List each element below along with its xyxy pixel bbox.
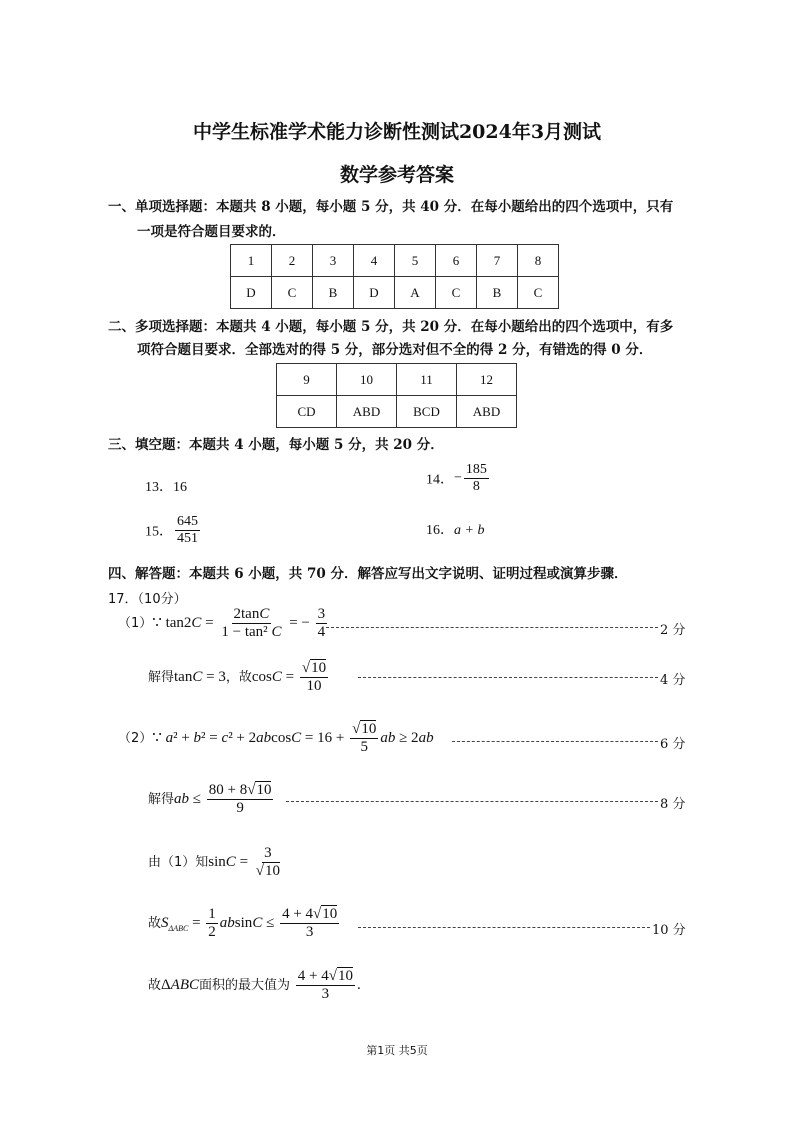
answer-cell: C: [518, 277, 559, 309]
answer-13: 13．16: [145, 480, 187, 495]
section2-heading-line1: 二、多项选择题：本题共 4 小题，每小题 5 分，共 20 分．在每小题给出的四个选项中，有多: [108, 319, 674, 335]
question-number-cell: 6: [436, 245, 477, 277]
section1-heading-line2: 一项是符合题目要求的．: [137, 224, 286, 240]
page-footer: 第1页 共5页: [366, 1044, 428, 1057]
question-number-cell: 1: [231, 245, 272, 277]
answer-14-label: 14．: [426, 472, 454, 488]
q17-part1-solve-prefix: 解得: [148, 670, 175, 686]
q17-part2-line2: 解得ab ≤ $\frac{80 + 8√10}{9}$: [148, 782, 272, 817]
question-number-cell: 9: [277, 364, 337, 396]
score-10: 10 分: [652, 923, 686, 938]
answer-14-numerator: 185: [464, 462, 489, 479]
q17-part1-solve-mid: ，故: [225, 670, 252, 686]
dotted-leader: [358, 677, 658, 678]
q17-part2-so: 故: [148, 916, 162, 932]
question-number-cell: 2: [272, 245, 313, 277]
dotted-leader: [286, 801, 658, 802]
section2-heading-line2: 项符合题目要求．全部选对的得 5 分，部分选对但不全的得 2 分，有错选的得 0 分．: [137, 342, 653, 358]
section2-answer-table: [276, 363, 517, 428]
answer-15-denominator: 451: [177, 531, 198, 547]
answer-15: [145, 514, 202, 547]
answer-cell: B: [477, 277, 518, 309]
score-2: 2 分: [660, 623, 686, 638]
answer-cell: BCD: [397, 396, 457, 428]
question-number-cell: 5: [395, 245, 436, 277]
answer-15-label: 15．: [145, 524, 173, 540]
dotted-leader: [326, 627, 658, 628]
score-6: 6 分: [660, 737, 686, 752]
score-8: 8 分: [660, 797, 686, 812]
answer-16-label: 16．: [426, 523, 454, 538]
q17-part1-line2: 解得tanC = 3，故cosC = $\frac{√10}{10}$: [148, 660, 327, 695]
question-number-cell: 3: [313, 245, 354, 277]
page-title: 中学生标准学术能力诊断性测试2024年3月测试: [192, 121, 602, 143]
answer-14: [426, 462, 491, 495]
q17-part2-final-mid: 面积的最大值为: [199, 978, 291, 994]
question-17-label: 17．（10分）: [108, 592, 187, 607]
dotted-leader: [452, 741, 658, 742]
q17-part2-final-prefix: 故: [148, 978, 162, 994]
q17-part2-line3: 由（1）知sinC = $\frac{3}{√10}$: [148, 845, 281, 880]
q17-part2-line1: （2）∵ a² + b² = c² + 2abcosC = 16 + $\frac{√10}{5}$ ab ≥ 2ab: [118, 721, 434, 756]
q17-part1-line1: （1）∵ tan2C = $\frac{2\tan C}{\text{1 − tan² C}}$ = − $\frac{3}{4}$: [118, 606, 326, 641]
question-number-cell: 4: [354, 245, 395, 277]
section3-heading: 三、填空题：本题共 4 小题，每小题 5 分，共 20 分．: [108, 437, 444, 453]
question-number-cell: 8: [518, 245, 559, 277]
answer-cell: D: [231, 277, 272, 309]
q17-part2-final: 故ΔABC面积的最大值为 $\frac{4 + 4√10}{3}$ .: [148, 968, 361, 1003]
answer-cell: ABD: [457, 396, 517, 428]
answer-16-value: a + b: [454, 523, 485, 538]
section4-heading: 四、解答题：本题共 6 小题，共 70 分．解答应写出文字说明、证明过程或演算步骤．: [108, 566, 628, 582]
answer-14-sign: −: [454, 470, 462, 486]
section1-answer-table: [230, 244, 559, 309]
answer-cell: C: [272, 277, 313, 309]
question-number-cell: 11: [397, 364, 457, 396]
answer-cell: A: [395, 277, 436, 309]
question-number-cell: 12: [457, 364, 517, 396]
answer-cell: C: [436, 277, 477, 309]
question-number-cell: 10: [337, 364, 397, 396]
answer-15-numerator: 645: [175, 514, 200, 531]
page-subtitle: 数学参考答案: [339, 164, 454, 186]
answer-cell: CD: [277, 396, 337, 428]
answer-cell: D: [354, 277, 395, 309]
answer-14-denominator: 8: [472, 479, 480, 495]
q17-part2-label: （2）: [118, 731, 153, 747]
question-number-cell: 7: [477, 245, 518, 277]
q17-part2-final-end: .: [356, 977, 361, 994]
q17-part2-line4: 故$S_{\Delta ABC}$ = $\frac{1}{2}$ absinC ≤ $\frac{4 + 4√10}{3}$: [148, 906, 338, 941]
dotted-leader: [358, 927, 650, 928]
q17-part2-from: 由（1）知: [148, 855, 209, 871]
q17-part2-solve-prefix: 解得: [148, 792, 175, 808]
score-4: 4 分: [660, 673, 686, 688]
answer-cell: ABD: [337, 396, 397, 428]
q17-part1-label: （1）: [118, 616, 153, 632]
answer-cell: B: [313, 277, 354, 309]
answer-16: [426, 519, 484, 539]
section1-heading-line1: 一、单项选择题：本题共 8 小题，每小题 5 分，共 40 分．在每小题给出的四个选项中，只有: [108, 199, 674, 215]
